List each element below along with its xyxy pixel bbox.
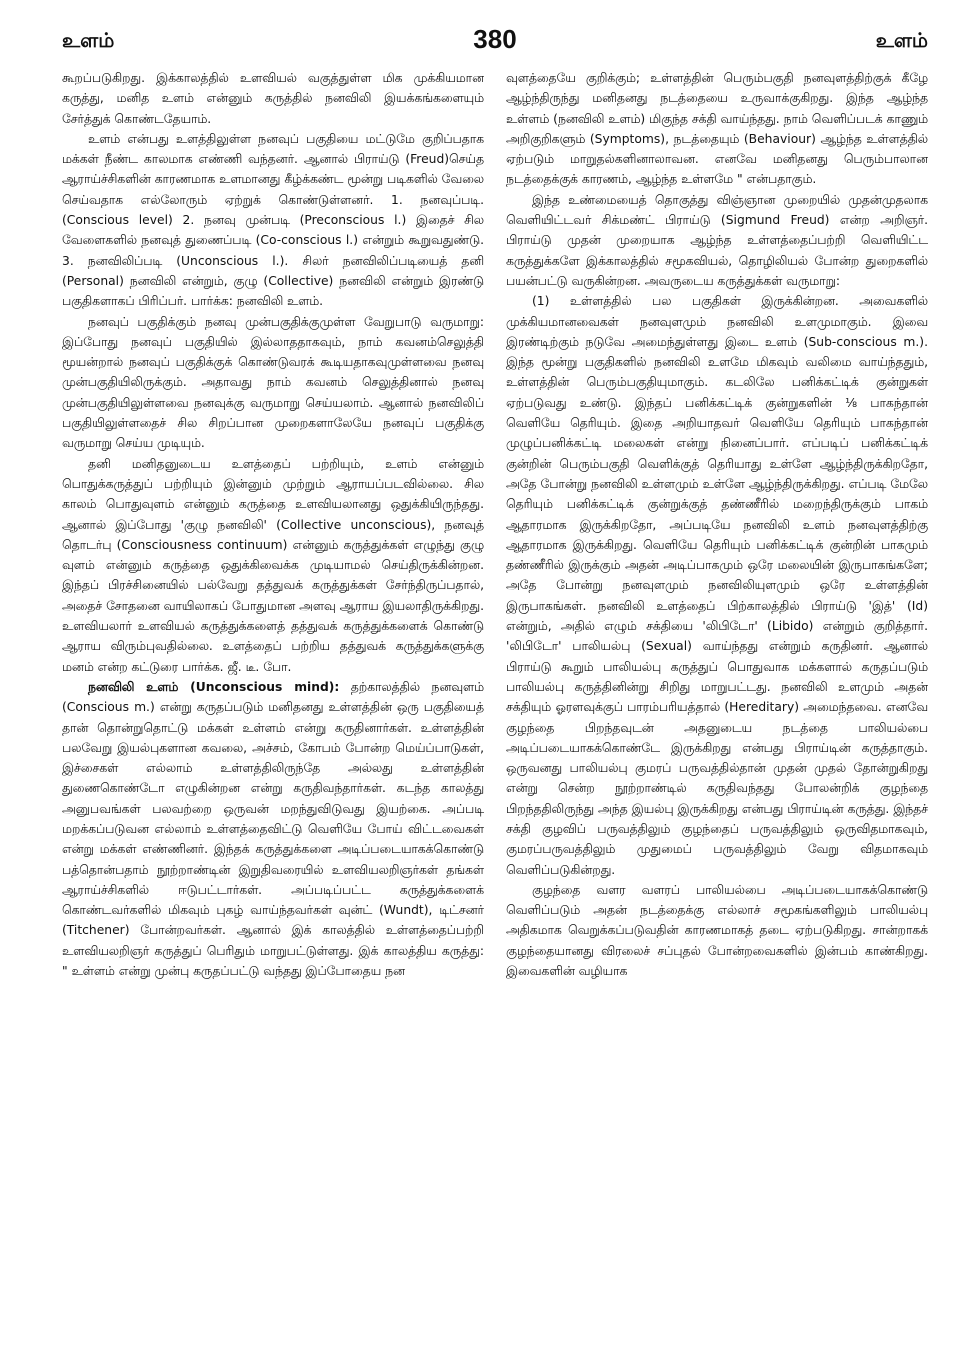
page-number: 380 bbox=[473, 24, 517, 54]
header-right-word: உளம் bbox=[875, 28, 928, 52]
header-left-word: உளம் bbox=[62, 28, 115, 52]
right-paragraph-3: (1) உள்ளத்தில் பல பகுதிகள் இருக்கின்றன. அவைகளில் முக்கியமானவைகள் நனவுளமும் நனவிலி உளமுமாகும். இவை இரண்டிற்கும் நடுவே அமைந்துள்ளது இடை உளம் (Sub-conscious m.). இந்த மூன்று பகுதிகளில் நனவிலி உளமே மிகவும் வலிமை வாய்ந்ததும், உள்ளத்தின் பெரும்பகுதியுமாகும். கடலிலே பனிக்கட்டிக் குன்றுகள் ஏற்படுவது உண்டு. இந்தப் பனிக்கட்டிக் குன்றுகளின் ⅛ பாகந்தான் வெளியே தெரியும். இதை அறியாதவர் வெளியே தெரியும் பாகந்தான் முழுப்பனிக்கட்டி மலைகள் என்று நினைப்பார். எப்படிப் பனிக்கட்டிக் குன்றின் பெரும்பகுதி வெளிக்குத் தெரியாது உள்ளே ஆழ்ந்திருக்கிறதோ, அதே போன்று நனவிலி உள்ளமும் உள்ளே ஆழ்ந்திருக்கிறது. எப்படி மேலே தெரியும் பனிக்கட்டிக் குன்றுக்குத் தண்ணீரில் மறைந்திருக்கும் பாகம் ஆதாரமாக இருக்கிறதோ, அப்படியே நனவிலி உளம் நனவுளத்திற்கு ஆதாரமாக இருக்கிறது. வெளியே தெரியும் பனிக்கட்டிக் குன்றின் பாகமும் தண்ணீரில் இருக்கும் அதன் அடிப்பாகமும் ஒரே மலையின் இருபாகங்களே; அதே போன்று நனவுளமும் நனவிலியுளமும் ஒரே உள்ளத்தின் இருபாகங்கள். நனவிலி உளத்தைப் பிற்காலத்தில் பிராய்டு 'இத்' (Id) என்றும், அதில் எழும் சக்தியை 'லிபிடோ' (Libido) என்றும் குறித்தார். 'லிபிடோ' பாலியல்பு (Sexual) வாய்ந்தது என்றும் கருதினர். ஆனால் பிராய்டு கூறும் பாலியல்பு கருத்துப் பொதுவாக மக்களால் கருதப்படும் பாலியல்பு கருத்தினின்று சிறிது மாறுபட்டது. நனவிலி உளமும் அதன் சக்தியும் ஓரளவுக்குப் பாரம்பரியத்தால் (Hereditary) அமைந்தவை. எனவே குழந்தை பிறந்தவுடன் அதனுடைய நடத்தை பாலியல்பை அடிப்படையாகக்கொண்டே இருக்கிறது என்பது பிராய்டின் கருத்தாகும். ஒருவனது பாலியல்பு குமரப் பருவத்தில்தான் முதன் முதல் தோன்றுகிறது என்று சென்ற நூற்றாண்டில் கருதிவந்தது போலன்றிக் குழந்தை பிறந்ததிலிருந்து அந்த இயல்பு இருக்கிறது என்பது பிராய்டின் கருத்து. இந்தச் சக்தி குழவிப் பருவத்திலும் குழந்தைப் பருவத்திலும் ஒருவிதமாகவும், குமரப்பருவத்திலும் முதுமைப் பருவத்திலும் வேறு விதமாகவும் வெளிப்படுகின்றது. bbox=[506, 294, 928, 877]
left-column bbox=[62, 68, 484, 1346]
entry-headword: நனவிலி உளம் (Unconscious mind): bbox=[88, 679, 340, 694]
page-header bbox=[62, 24, 928, 68]
left-paragraph-3: நனவுப் பகுதிக்கும் நனவு முன்பகுதிக்குமுள்ள வேறுபாடு வருமாறு: இப்போது நனவுப் பகுதியில் இல்லாததாகவும், நாம் கவனம்செலுத்தி மூயன்றால் நனவுப் பகுதிக்குக் கொண்டுவரக் கூடியதாகவுமுள்ளவை நனவு முன்பகுதியிலிருக்கும். அதாவது நாம் கவனம் செலுத்தினால் நனவு முன்பகுதியிலுள்ளவை நனவுக்கு வருமாறு செய்யலாம். ஆனால் நனவிலிப் பகுதியிலுள்ளதைச் சில சிறப்பான முறைகளாலேயே நனவுப் பகுதிக்கு வருமாறு செய்ய முடியும். bbox=[62, 314, 484, 451]
left-paragraph-1: கூறப்படுகிறது. இக்காலத்தில் உளவியல் வகுத்துள்ள மிக முக்கியமான கருத்து, மனித உளம் என்னும் கருத்தில் நனவிலி இயக்கங்களையும் சேர்த்துக் கொண்டதேயாம். bbox=[62, 71, 484, 126]
entry-body: தற்காலத்தில் நனவுளம் (Conscious m.) என்று கருதப்படும் மனிதனது உள்ளத்தின் ஒரு பகுதியைத் தான் தொன்றுதொட்டு மக்கள் உள்ளம் என்று கருதினார்கள். உள்ளத்தின் பலவேறு இயல்புகளான கவலை, அச்சம், கோபம் போன்ற மெய்ப்பாடுகள், இச்சைகள் எல்லாம் உள்ளத்திலிருந்தே அல்லது உள்ளத்தின் துணைகொண்டோ எழுகின்றன என்று கருதிவந்தார்கள். கடந்த காலத்து அனுபவங்கள் பலவற்றை ஒருவன் மறந்துவிடுவது இயற்கை. அப்படி மறக்கப்படுவன எல்லாம் உள்ளத்தைவிட்டு வெளியே போய் விட்டவைகள் என்று மக்கள் எண்ணினர். இந்தக் கருத்துக்களை அடிப்படையாகக்கொண்டு பத்தொன்பதாம் நூற்றாண்டின் இறுதிவரையில் உளவியலறிஞர்கள் தங்கள் ஆராய்ச்சிகளில் ஈடுபட்டார்கள். அப்படிப்பட்ட கருத்துக்களைக் கொண்டவர்களில் மிகவும் புகழ் வாய்ந்தவர்கள் வுன்ட் (Wundt), டிட்சனர் (Titchener) போன்றவர்கள். ஆனால் இக் காலத்தில் உள்ளத்தைப்பற்றி உளவியலறிஞர் கருத்துப் பெரிதும் மாறுபட்டுள்ளது. இக் காலத்திய கருத்து: " உள்ளம் என்று முன்பு கருதப்பட்டு வந்தது இப்போதைய நன bbox=[62, 679, 484, 979]
left-paragraph-2: உளம் என்பது உளத்திலுள்ள நனவுப் பகுதியை மட்டுமே குறிப்பதாக மக்கள் நீண்ட காலமாக எண்ணி வந்தனர். ஆனால் பிராய்டு (Freud)செய்த ஆராய்ச்சிகளின் காரணமாக உளமானது கீழ்க்கண்ட மூன்று படிகளில் வேலை செய்வதாக எல்லோரும் ஏற்றுக் கொண்டுள்ளனர். 1. நனவுப்படி. (Conscious level) 2. நனவு முன்படி (Preconscious l.) இதைச் சில வேளைகளில் நனவுத் துணைப்படி (Co-conscious l.) என்றும் கூறுவதுண்டு. 3. நனவிலிப்படி (Unconscious l.). சிலர் நனவிலிப்படியைத் தனி (Personal) நனவிலி என்றும், குழு (Collective) நனவிலி என்றும் இரண்டு பகுதிகளாகப் பிரிப்பர். பார்க்க: நனவிலி உளம். bbox=[62, 131, 484, 309]
right-column bbox=[506, 68, 928, 1346]
left-paragraph-4: தனி மனிதனுடைய உளத்தைப் பற்றியும், உளம் என்னும் பொதுக்கருத்துப் பற்றியும் இன்னும் முற்றும் ஆராயப்படவில்லை. சில காலம் பொதுவுளம் என்னும் கருத்தை உளவியலானது ஒதுக்கியிருந்தது. ஆனால் இப்போது 'குழு நனவிலி' (Collective unconscious), நனவுத் தொடர்பு (Consciousness continuum) என்னும் கருத்துக்கள் எழுந்து குழு வுளம் என்னும் கருத்தை ஒதுக்கிவைக்க முடியாமல் செய்திருக்கின்றன. இந்தப் பிரச்சினையில் பல்வேறு தத்துவக் கருத்துக்கள் சேர்ந்திருப்பதால், அதைச் சோதனை வாயிலாகப் போதுமான அளவு ஆராய இயலாதிருக்கிறது. உளவியலார் உளவியல் கருத்துக்களைத் தத்துவக் கருத்துக்களைக் கொண்டு ஆராய விரும்புவதில்லை. உளத்தைப் பற்றிய தத்துவக் கருத்துக்களுக்கு மனம் என்ற கட்டுரை பார்க்க. ஜீ. டீ. போ. bbox=[62, 456, 484, 674]
right-paragraph-1: வுளத்தையே குறிக்கும்; உள்ளத்தின் பெரும்பகுதி நனவுளத்திற்குக் கீழே ஆழ்ந்திருந்து மனிதனது நடத்தையை உருவாக்குகிறது. இந்த ஆழ்ந்த உள்ளம் (நனவிலி உளம்) மிகுந்த சக்தி வாய்ந்தது. நாம் வெளிப்படக் காணும் அறிகுறிகளும் (Symptoms), நடத்தையும் (Behaviour) ஆழ்ந்த உள்ளத்தில் ஏற்படும் மாறுதல்களினாலாவன. எனவே மனிதனது பெரும்பாலான நடத்தைக்குக் காரணம், ஆழ்ந்த உள்ளமே " என்பதாகும். bbox=[506, 71, 928, 187]
right-paragraph-2: இந்த உண்மையைத் தொகுத்து விஞ்ஞான முறையில் முதன்முதலாக வெளியிட்டவர் சிக்மண்ட் பிராய்டு (Sigmund Freud) என்ற அறிஞர். பிராய்டு முதன் முறையாக ஆழ்ந்த உள்ளத்தைப்பற்றி வெளியிட்ட கருத்துக்களே இக்காலத்தில் சமூகவியல், தொழிலியல் போன்ற துறைகளில் பயன்பட்டு வருகின்றன. அவருடைய கருத்துக்கள் வருமாறு: bbox=[506, 192, 928, 288]
right-paragraph-4: குழந்தை வளர வளரப் பாலியல்பை அடிப்படையாகக்கொண்டு வெளிப்படும் அதன் நடத்தைக்கு எல்லாச் சமூகங்களிலும் பாலியல்பு அதிகமாக வெறுக்கப்படுவதின் காரணமாகத் தடை ஏற்படுகிறது. சான்றாகக் குழந்தையானது விரலைச் சப்புதல் போன்றவைகளில் இன்பம் காண்கிறது. இவைகளின் வழியாக bbox=[506, 882, 928, 979]
entry-unconscious-mind bbox=[62, 677, 484, 981]
text-columns bbox=[62, 68, 928, 1346]
